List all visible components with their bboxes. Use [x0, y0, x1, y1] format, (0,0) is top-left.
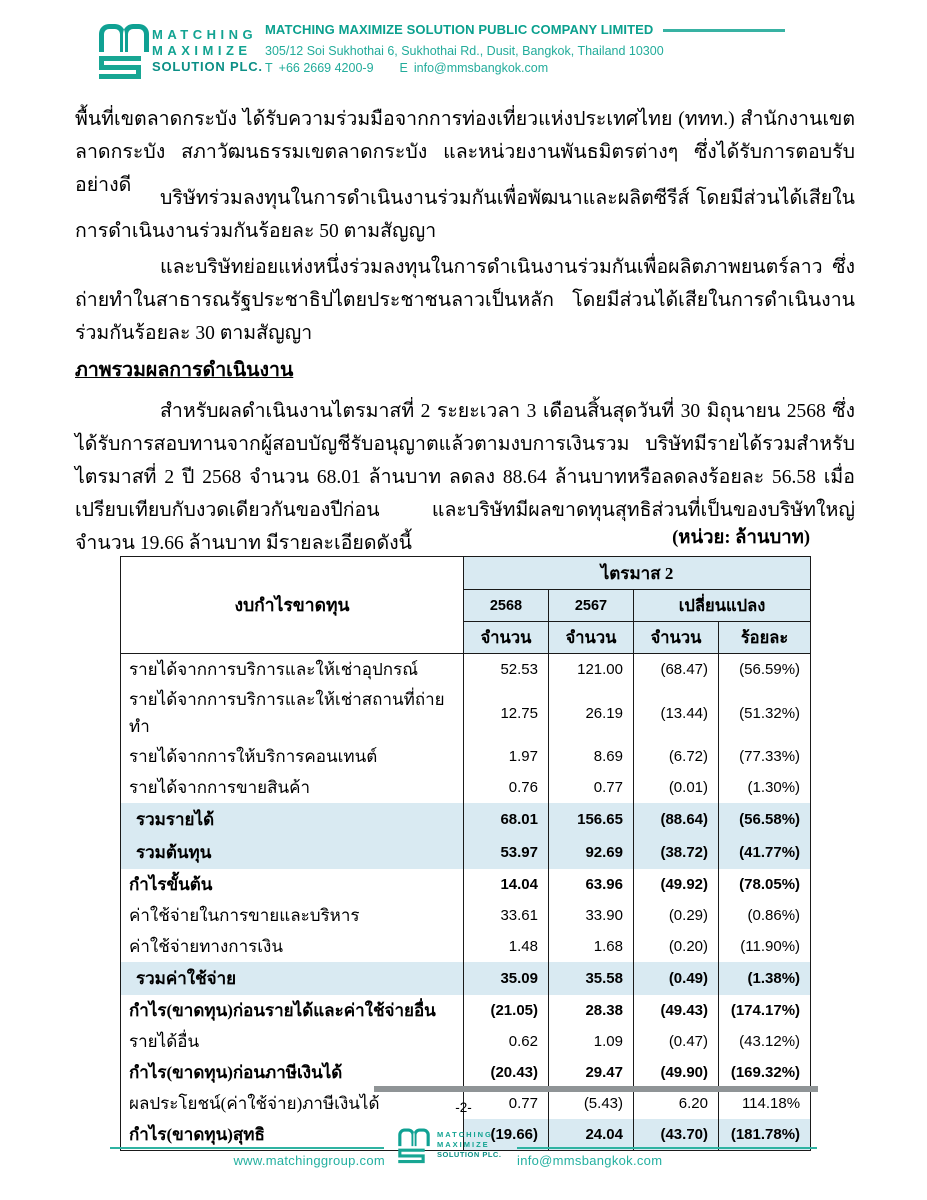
row-value-2568: 35.09 [464, 962, 549, 995]
row-value-2568: 1.97 [464, 741, 549, 772]
row-value-2568: 68.01 [464, 803, 549, 836]
row-value-change: 6.20 [634, 1088, 719, 1119]
phone-number: +66 2669 4200-9 [278, 61, 374, 75]
section-heading: ภาพรวมผลการดำเนินงาน [75, 360, 294, 381]
row-label: กำไร(ขาดทุน)สุทธิ [121, 1119, 464, 1151]
page-number: -2- [455, 1100, 472, 1115]
row-value-2568: 0.77 [464, 1088, 549, 1119]
row-value-2568: 53.97 [464, 836, 549, 869]
row-value-change: (13.44) [634, 685, 719, 741]
row-value-change: (0.47) [634, 1026, 719, 1057]
company-name: MATCHING MAXIMIZE SOLUTION PUBLIC COMPANY LIMITED [265, 22, 654, 37]
table-row [121, 900, 811, 931]
row-value-2568: 0.62 [464, 1026, 549, 1057]
row-value-2568: 12.75 [464, 685, 549, 741]
table-row [121, 836, 811, 869]
row-label: ผลประโยชน์(ค่าใช้จ่าย)ภาษีเงินได้ [121, 1088, 464, 1119]
col-header-2567: 2567 [549, 590, 634, 622]
row-value-2567: (5.43) [549, 1088, 634, 1119]
logo-word-maximize: MAXIMIZE [152, 43, 252, 58]
phone-label: T [265, 61, 273, 75]
logo-wordmark [152, 27, 263, 75]
row-value-2568: (20.43) [464, 1057, 549, 1088]
row-value-2568: (19.66) [464, 1119, 549, 1151]
row-label: กำไร(ขาดทุน)ก่อนภาษีเงินได้ [121, 1057, 464, 1088]
logo-word-matching: MATCHING [152, 27, 258, 42]
row-value-percent: (169.32%) [719, 1057, 811, 1088]
footer-website: www.matchinggroup.com [233, 1153, 385, 1168]
header-company-block [265, 22, 785, 77]
table-row [121, 962, 811, 995]
subheader-amount-2567: จำนวน [549, 622, 634, 654]
row-value-percent: (41.77%) [719, 836, 811, 869]
col-header-change: เปลี่ยนแปลง [634, 590, 811, 622]
table-row [121, 869, 811, 900]
row-value-change: (38.72) [634, 836, 719, 869]
logo-word-solution: SOLUTION PLC. [152, 59, 263, 74]
income-statement-table-wrap [120, 556, 811, 1151]
row-value-2567: 8.69 [549, 741, 634, 772]
row-label: รายได้จากการบริการและให้เช่าสถานที่ถ่ายทำ [121, 685, 464, 741]
row-label: กำไรขั้นต้น [121, 869, 464, 900]
row-value-change: (88.64) [634, 803, 719, 836]
row-label: รวมรายได้ [121, 803, 464, 836]
row-value-2568: 14.04 [464, 869, 549, 900]
row-value-2567: 35.58 [549, 962, 634, 995]
company-logo-icon [97, 22, 151, 80]
row-label: รวมต้นทุน [121, 836, 464, 869]
table-row [121, 741, 811, 772]
row-value-change: (49.43) [634, 995, 719, 1026]
row-value-percent: (1.38%) [719, 962, 811, 995]
table-row [121, 772, 811, 803]
table-group-header: ไตรมาส 2 [464, 557, 811, 590]
footer-email: info@mmsbangkok.com [517, 1153, 663, 1168]
row-value-change: (43.70) [634, 1119, 719, 1151]
table-row [121, 685, 811, 741]
row-value-percent: (181.78%) [719, 1119, 811, 1151]
row-value-change: (0.49) [634, 962, 719, 995]
col-header-2568: 2568 [464, 590, 549, 622]
subheader-percent: ร้อยละ [719, 622, 811, 654]
row-value-2568: (21.05) [464, 995, 549, 1026]
table-row [121, 931, 811, 962]
row-value-change: (6.72) [634, 741, 719, 772]
table-row [121, 1026, 811, 1057]
row-label: รายได้จากการให้บริการคอนเทนต์ [121, 741, 464, 772]
row-value-change: (49.92) [634, 869, 719, 900]
header-rule [663, 29, 785, 32]
email-label: E [399, 61, 408, 75]
email-address: info@mmsbangkok.com [413, 61, 549, 75]
row-value-2567: 1.09 [549, 1026, 634, 1057]
row-value-change: (0.20) [634, 931, 719, 962]
row-value-2567: 24.04 [549, 1119, 634, 1151]
row-value-change: (49.90) [634, 1057, 719, 1088]
row-value-percent: 114.18% [719, 1088, 811, 1119]
row-value-percent: (56.59%) [719, 654, 811, 686]
row-value-change: (0.29) [634, 900, 719, 931]
subheader-amount-change: จำนวน [634, 622, 719, 654]
row-label: รายได้อื่น [121, 1026, 464, 1057]
row-value-2568: 52.53 [464, 654, 549, 686]
row-value-2567: 28.38 [549, 995, 634, 1026]
paragraph: และบริษัทย่อยแห่งหนึ่งร่วมลงทุนในการดำเนินงานร่วมกันเพื่อผลิตภาพยนตร์ลาว ซึ่งถ่ายทำในสาธารณรัฐประชาธิปไตยประชาชนลาวเป็นหลัก โดยมีส่วนได้เสียในการดำเนินงานร่วมกันร้อยละ 30 ตามสัญญา [75, 257, 855, 344]
subheader-amount-2568: จำนวน [464, 622, 549, 654]
row-value-2567: 26.19 [549, 685, 634, 741]
row-value-2567: 92.69 [549, 836, 634, 869]
row-value-change: (0.01) [634, 772, 719, 803]
row-value-percent: (1.30%) [719, 772, 811, 803]
row-label: รายได้จากการบริการและให้เช่าอุปกรณ์ [121, 654, 464, 686]
row-value-percent: (77.33%) [719, 741, 811, 772]
row-value-percent: (43.12%) [719, 1026, 811, 1057]
paragraph: บริษัทร่วมลงทุนในการดำเนินงานร่วมกันเพื่อพัฒนาและผลิตซีรีส์ โดยมีส่วนได้เสียในการดำเนินงานร่วมกันร้อยละ 50 ตามสัญญา [75, 188, 855, 242]
table-header-row [121, 557, 811, 590]
table-row [121, 654, 811, 686]
income-statement-table [120, 556, 811, 1151]
row-value-2567: 0.77 [549, 772, 634, 803]
row-value-2567: 29.47 [549, 1057, 634, 1088]
footer-logo-word-solution: SOLUTION PLC. [437, 1150, 502, 1159]
row-value-2567: 33.90 [549, 900, 634, 931]
table-row [121, 995, 811, 1026]
paragraph: พื้นที่เขตลาดกระบัง ได้รับความร่วมมือจากการท่องเที่ยวแห่งประเทศไทย (ททท.) สำนักงานเขตลาดกระบัง สภาวัฒนธรรมเขตลาดกระบัง และหน่วยงานพันธมิตรต่างๆ ซึ่งได้รับการตอบรับอย่างดี [75, 109, 855, 196]
row-value-percent: (78.05%) [719, 869, 811, 900]
table-row [121, 1057, 811, 1088]
row-label: รายได้จากการขายสินค้า [121, 772, 464, 803]
footer-logo-icon [397, 1127, 431, 1164]
footer-logo-word-maximize: MAXIMIZE [437, 1140, 490, 1149]
row-value-2567: 1.68 [549, 931, 634, 962]
paragraph: สำหรับผลดำเนินงานไตรมาสที่ 2 ระยะเวลา 3 เดือนสิ้นสุดวันที่ 30 มิถุนายน 2568 ซึ่งได้รับการสอบทานจากผู้สอบบัญชีรับอนุญาตแล้วตามงบการเงินรวม บริษัทมีรายได้รวมสำหรับไตรมาสที่ 2 ปี 2568 จำนวน 68.01 ล้านบาท ลดลง 88.64 ล้านบาทหรือลดลงร้อยละ 56.58 เมื่อเปรียบเทียบกับงวดเดียวกันของปีก่อน และบริษัทมีผลขาดทุนสุทธิส่วนที่เป็นของบริษัทใหญ่จำนวน 19.66 ล้านบาท มีรายละเอียดดังนี้ [75, 401, 855, 554]
row-label: ค่าใช้จ่ายทางการเงิน [121, 931, 464, 962]
footer-logo-wordmark [437, 1130, 501, 1160]
row-label: กำไร(ขาดทุน)ก่อนรายได้และค่าใช้จ่ายอื่น [121, 995, 464, 1026]
row-value-2567: 63.96 [549, 869, 634, 900]
footer-divider-left [110, 1147, 384, 1149]
row-value-2568: 0.76 [464, 772, 549, 803]
row-value-percent: (56.58%) [719, 803, 811, 836]
company-contact [265, 60, 785, 77]
row-value-2568: 33.61 [464, 900, 549, 931]
row-value-change: (68.47) [634, 654, 719, 686]
row-value-percent: (11.90%) [719, 931, 811, 962]
company-address: 305/12 Soi Sukhothai 6, Sukhothai Rd., Dusit, Bangkok, Thailand 10300 [265, 44, 664, 58]
footer-divider-right [517, 1147, 817, 1149]
row-value-2568: 1.48 [464, 931, 549, 962]
row-value-percent: (0.86%) [719, 900, 811, 931]
table-corner-header: งบกำไรขาดทุน [121, 557, 464, 654]
table-shadow [374, 1086, 818, 1092]
unit-note: (หน่วย: ล้านบาท) [672, 528, 810, 548]
row-label: รวมค่าใช้จ่าย [121, 962, 464, 995]
row-value-2567: 121.00 [549, 654, 634, 686]
row-label: ค่าใช้จ่ายในการขายและบริหาร [121, 900, 464, 931]
table-row [121, 803, 811, 836]
row-value-2567: 156.65 [549, 803, 634, 836]
footer-logo-word-matching: MATCHING [437, 1130, 493, 1139]
row-value-percent: (51.32%) [719, 685, 811, 741]
row-value-percent: (174.17%) [719, 995, 811, 1026]
